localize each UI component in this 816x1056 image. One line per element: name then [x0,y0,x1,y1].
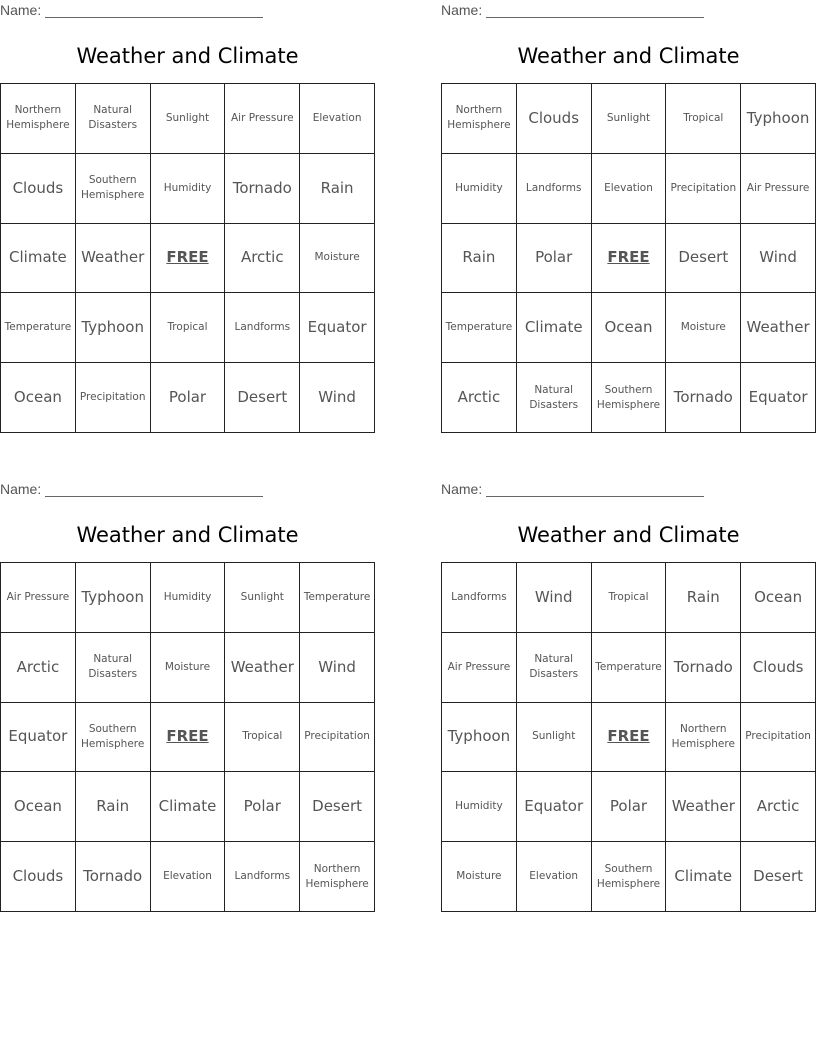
bingo-cell[interactable]: Clouds [741,633,816,703]
bingo-cell[interactable]: Southern Hemisphere [76,154,151,224]
bingo-cell[interactable]: Sunlight [592,84,667,154]
free-space-cell[interactable]: FREE [151,703,226,773]
card-title: Weather and Climate [76,523,299,547]
name-blank-line[interactable] [486,3,704,18]
bingo-cell[interactable]: Typhoon [741,84,816,154]
bingo-cell[interactable]: Wind [517,563,592,633]
bingo-cell[interactable]: Southern Hemisphere [592,842,667,912]
bingo-cell[interactable]: Clouds [1,842,76,912]
bingo-cell[interactable]: Weather [225,633,300,703]
name-field [0,0,270,20]
bingo-cell[interactable]: Typhoon [76,293,151,363]
bingo-cell[interactable]: Climate [666,842,741,912]
bingo-cell[interactable]: Tropical [592,563,667,633]
bingo-cell[interactable]: Equator [741,363,816,433]
name-blank-line[interactable] [45,482,263,497]
bingo-cell[interactable]: Climate [517,293,592,363]
bingo-cell[interactable]: Desert [741,842,816,912]
bingo-cell[interactable]: Rain [300,154,375,224]
bingo-cell[interactable]: Rain [666,563,741,633]
bingo-cell[interactable]: Polar [151,363,226,433]
bingo-cell[interactable]: Clouds [1,154,76,224]
bingo-cell[interactable]: Moisture [151,633,226,703]
bingo-cell[interactable]: Natural Disasters [76,633,151,703]
bingo-cell[interactable]: Northern Hemisphere [666,703,741,773]
bingo-cell[interactable]: Air Pressure [1,563,76,633]
bingo-cell[interactable]: Humidity [151,154,226,224]
bingo-cell[interactable]: Desert [300,772,375,842]
bingo-cell[interactable]: Sunlight [151,84,226,154]
bingo-cell[interactable]: Rain [76,772,151,842]
bingo-cell[interactable]: Moisture [442,842,517,912]
bingo-cell[interactable]: Tropical [666,84,741,154]
bingo-cell[interactable]: Clouds [517,84,592,154]
bingo-cell[interactable]: Equator [300,293,375,363]
bingo-cell[interactable]: Natural Disasters [517,633,592,703]
bingo-cell[interactable]: Ocean [1,772,76,842]
bingo-cell[interactable]: Tornado [76,842,151,912]
bingo-cell[interactable]: Natural Disasters [76,84,151,154]
bingo-cell[interactable]: Polar [517,224,592,294]
bingo-cell[interactable]: Humidity [442,154,517,224]
bingo-cell[interactable]: Landforms [225,842,300,912]
bingo-cell[interactable]: Elevation [300,84,375,154]
bingo-cell[interactable]: Elevation [517,842,592,912]
card-title: Weather and Climate [517,44,740,68]
bingo-cell[interactable]: Wind [300,363,375,433]
bingo-cell[interactable]: Tropical [225,703,300,773]
bingo-cell[interactable]: Arctic [225,224,300,294]
name-label: Name: [0,2,42,18]
bingo-cell[interactable]: Equator [1,703,76,773]
bingo-grid [441,562,816,912]
bingo-cell[interactable]: Sunlight [225,563,300,633]
bingo-cell[interactable]: Tropical [151,293,226,363]
name-field [441,0,711,20]
card-title: Weather and Climate [76,44,299,68]
name-label: Name: [441,2,483,18]
bingo-cell[interactable]: Humidity [442,772,517,842]
bingo-cell[interactable]: Air Pressure [442,633,517,703]
bingo-cell[interactable]: Elevation [592,154,667,224]
bingo-cell[interactable]: Tornado [225,154,300,224]
bingo-cell[interactable]: Northern Hemisphere [300,842,375,912]
bingo-cell[interactable]: Temperature [592,633,667,703]
bingo-cell[interactable]: Temperature [1,293,76,363]
name-field [441,479,711,499]
bingo-cell[interactable]: Elevation [151,842,226,912]
name-label: Name: [0,481,42,497]
free-space-cell[interactable]: FREE [592,224,667,294]
bingo-cell[interactable]: Southern Hemisphere [592,363,667,433]
bingo-cell[interactable]: Natural Disasters [517,363,592,433]
bingo-card-4 [441,479,816,919]
bingo-cell[interactable]: Rain [442,224,517,294]
name-field [0,479,270,499]
bingo-cell[interactable]: Polar [592,772,667,842]
bingo-cell[interactable]: Arctic [442,363,517,433]
bingo-cell[interactable]: Ocean [741,563,816,633]
bingo-cell[interactable]: Desert [666,224,741,294]
bingo-cell[interactable]: Precipitation [666,154,741,224]
bingo-cell[interactable]: Temperature [300,563,375,633]
bingo-grid [0,562,375,912]
bingo-card-3 [0,479,375,919]
bingo-cell[interactable]: Air Pressure [741,154,816,224]
bingo-cell[interactable]: Weather [741,293,816,363]
bingo-cell[interactable]: Moisture [666,293,741,363]
name-blank-line[interactable] [486,482,704,497]
bingo-cell[interactable]: Humidity [151,563,226,633]
bingo-cell[interactable]: Typhoon [442,703,517,773]
bingo-cell[interactable]: Weather [76,224,151,294]
free-space-cell[interactable]: FREE [151,224,226,294]
bingo-grid [441,83,816,433]
bingo-cell[interactable]: Wind [300,633,375,703]
bingo-cell[interactable]: Precipitation [741,703,816,773]
bingo-cell[interactable]: Northern Hemisphere [1,84,76,154]
bingo-cell[interactable]: Tornado [666,633,741,703]
bingo-cell[interactable]: Landforms [225,293,300,363]
name-blank-line[interactable] [45,3,263,18]
bingo-cell[interactable]: Tornado [666,363,741,433]
bingo-card-1 [0,0,375,440]
bingo-cell[interactable]: Southern Hemisphere [76,703,151,773]
bingo-cell[interactable]: Climate [1,224,76,294]
bingo-cell[interactable]: Air Pressure [225,84,300,154]
bingo-cell[interactable]: Ocean [1,363,76,433]
bingo-cell[interactable]: Moisture [300,224,375,294]
bingo-cell[interactable]: Northern Hemisphere [442,84,517,154]
bingo-cell[interactable]: Equator [517,772,592,842]
free-space-cell[interactable]: FREE [592,703,667,773]
bingo-cell[interactable]: Arctic [741,772,816,842]
bingo-card-2 [441,0,816,440]
name-label: Name: [441,481,483,497]
bingo-cell[interactable]: Precipitation [76,363,151,433]
bingo-cell[interactable]: Wind [741,224,816,294]
bingo-cell[interactable]: Typhoon [76,563,151,633]
bingo-grid [0,83,375,433]
bingo-cell[interactable]: Sunlight [517,703,592,773]
bingo-cell[interactable]: Precipitation [300,703,375,773]
bingo-cell[interactable]: Weather [666,772,741,842]
bingo-cell[interactable]: Landforms [517,154,592,224]
bingo-cell[interactable]: Arctic [1,633,76,703]
bingo-cell[interactable]: Polar [225,772,300,842]
bingo-cell[interactable]: Landforms [442,563,517,633]
bingo-cell[interactable]: Ocean [592,293,667,363]
bingo-cell[interactable]: Climate [151,772,226,842]
card-title: Weather and Climate [517,523,740,547]
bingo-cell[interactable]: Desert [225,363,300,433]
bingo-cell[interactable]: Temperature [442,293,517,363]
